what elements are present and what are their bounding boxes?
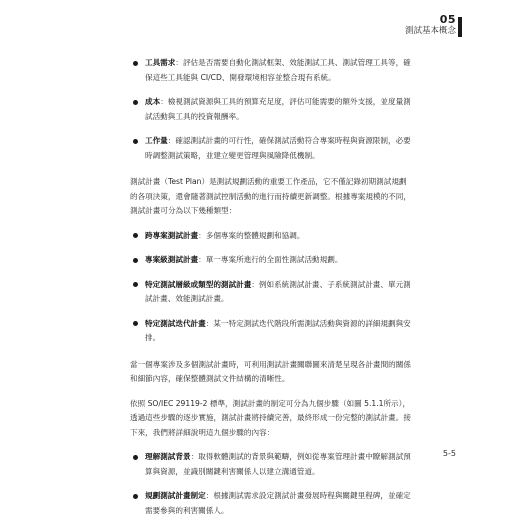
- bullet-title: 特定測試層級或類型的測試計畫: [145, 279, 252, 289]
- list-item: [132, 95, 413, 124]
- bullet-text: ：某一特定測試迭代階段所需測試活動與資源的詳細規劃與安排。: [145, 318, 411, 342]
- running-header: [405, 14, 456, 37]
- list-item: [132, 56, 413, 85]
- list-item: [132, 278, 413, 307]
- list-item: [132, 450, 413, 479]
- bullet-title: 規劃測試計畫制定: [145, 491, 206, 500]
- bullet-text: ：根據測試需求設定測試計畫發展時程與關鍵里程碑，並確定需要參與的利害關係人。: [145, 491, 411, 515]
- bullet-text: ：檢視測試資源與工具的預算充足度，評估可能需要的額外支援，並度量測試活動與工具的投資報酬率。: [145, 97, 411, 121]
- bullet-title: 成本: [145, 97, 161, 106]
- bullet-title: 工作量: [145, 136, 168, 145]
- paragraph-test-plan: 測試計畫（Test Plan）是測試規劃活動的重要工作產品，它不僅記錄初期測試規劃的各項決策，還會隨著測試控制活動的進行而持續更新調整。根據專案規模的不同，測試計畫可分為以下幾種類型：: [130, 177, 411, 215]
- bullet-title: 理解測試背景: [145, 452, 191, 461]
- bullet-title: 跨專案測試計畫: [145, 230, 199, 240]
- paragraph-iso-steps: 依照 SO/IEC 29119-2 標準，測試計畫的制定可分為九個步驟（如圖 5.1.1所示），透過這些步驟的逐步實施，測試計畫將持續完善，最終形成一份完整的測試計畫。接下來，我們將詳細說明這九個步驟的內容：: [130, 398, 411, 437]
- page-body: [130, 56, 413, 528]
- list-item: [132, 134, 413, 163]
- bullet-text: ：單一專案所進行的全面性測試活動規劃。: [198, 255, 343, 264]
- bullet-title: 工具需求: [145, 58, 176, 67]
- bullet-title: 專案級測試計畫: [145, 255, 199, 264]
- bullet-text: ：例如系統測試計畫、子系統測試計畫、單元測試計畫、效能測試計畫。: [145, 279, 411, 303]
- header-marker-bar: [458, 17, 462, 37]
- chapter-number: 05: [439, 13, 456, 26]
- list-item: [132, 317, 413, 346]
- bullet-title: 特定測試迭代計畫: [145, 318, 206, 328]
- bullet-text: ：確認測試計畫的可行性，確保測試活動符合專案時程與資源限制，必要時調整測試策略，並建立變更管理與風險降低機制。: [145, 136, 411, 160]
- list-item: [132, 489, 413, 518]
- chapter-title: 測試基本概念: [404, 26, 456, 36]
- page-number: 5-5: [442, 449, 456, 458]
- bullet-text: ：多個專案的整體規劃和協調。: [198, 230, 305, 240]
- paragraph-plan-relations: 當一個專案涉及多個測試計畫時，可利用測試計畫關聯圖來清楚呈現各計畫間的關係和細節內容，確保整體測試文件結構的清晰性。: [130, 359, 411, 383]
- bullet-text: ：取得軟體測試的背景與範疇，例如從專案管理計畫中瞭解測試預算與資源，並識別關鍵利害關係人以建立溝通管道。: [145, 452, 411, 476]
- list-item: [132, 253, 413, 268]
- bullet-text: ：評估是否需要自動化測試框架、效能測試工具、測試管理工具等，確保這些工具能與 CI/CD、開發環境相容並整合現有系統。: [145, 58, 411, 82]
- list-item: [132, 229, 413, 244]
